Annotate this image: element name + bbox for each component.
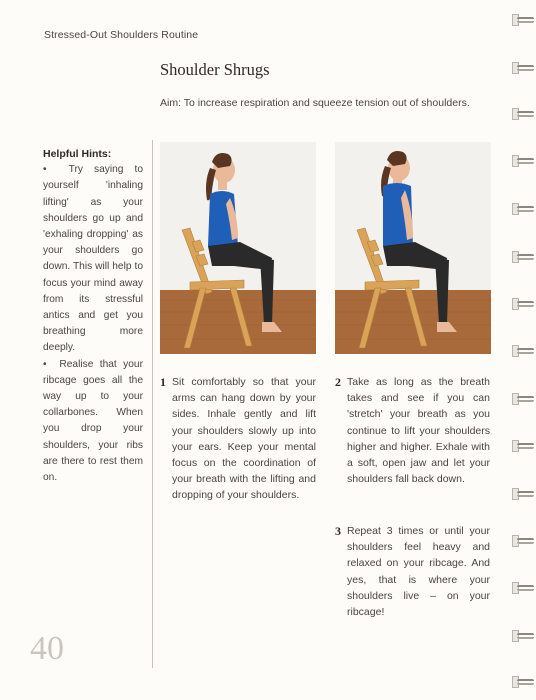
running-header: Stressed-Out Shoulders Routine bbox=[44, 29, 199, 41]
step-1 bbox=[160, 374, 316, 504]
photo-shoulders-up bbox=[335, 142, 491, 354]
binding-ring-icon bbox=[512, 488, 534, 500]
binding-ring-icon bbox=[512, 108, 534, 120]
column-divider bbox=[152, 140, 153, 668]
binding-ring-icon bbox=[512, 251, 534, 263]
helpful-hints-box bbox=[43, 146, 143, 486]
binding-ring-icon bbox=[512, 582, 534, 594]
step-number: 1 bbox=[160, 375, 166, 389]
step-text: Take as long as the breath takes and see if you can 'stretch' your breath as you continue to lift your shoulders higher and higher. Exhale with a soft, open jaw and let your shoulders fall back down. bbox=[347, 376, 490, 486]
binding-ring-icon bbox=[512, 676, 534, 688]
aim-statement: Aim: To increase respiration and squeeze tension out of shoulders. bbox=[160, 97, 470, 109]
hint-item: • Try saying to yourself 'inhaling lifting' as your shoulders go up and 'exhaling dropping' as your shoulders go down. This will help to focus your mind away from its stressful antics and get you breathing more deeply. bbox=[43, 162, 143, 356]
binding-ring-icon bbox=[512, 345, 534, 357]
section-title: Shoulder Shrugs bbox=[160, 60, 270, 79]
hint-item: • Realise that your ribcage goes all the way up to your collarbones. When you drop your shoulders, your ribs are there to rest them on. bbox=[43, 357, 143, 487]
binding-ring-icon bbox=[512, 535, 534, 547]
binding-ring-icon bbox=[512, 393, 534, 405]
step-text: Sit comfortably so that your arms can hang down by your sides. Inhale gently and lift your shoulders slowly up into your ears. Keep your mental focus on the coordination of your breath with the lifting and dropping of your shoulders. bbox=[172, 376, 316, 502]
binding-ring-icon bbox=[512, 298, 534, 310]
page-number: 40 bbox=[30, 630, 64, 667]
binding-ring-icon bbox=[512, 440, 534, 452]
step-2 bbox=[335, 374, 490, 487]
binding-ring-icon bbox=[512, 14, 534, 26]
step-number: 2 bbox=[335, 375, 341, 389]
spiral-binding bbox=[510, 0, 536, 700]
helpful-hints-title: Helpful Hints: bbox=[43, 148, 112, 160]
binding-ring-icon bbox=[512, 630, 534, 642]
binding-ring-icon bbox=[512, 62, 534, 74]
step-3 bbox=[335, 523, 490, 620]
binding-ring-icon bbox=[512, 203, 534, 215]
step-text: Repeat 3 times or until your shoulders feel heavy and relaxed on your ribcage. And yes, that is where your shoulders live – on your ribcage! bbox=[347, 525, 490, 619]
binding-ring-icon bbox=[512, 155, 534, 167]
step-number: 3 bbox=[335, 524, 341, 538]
photo-shoulders-down bbox=[160, 142, 316, 354]
